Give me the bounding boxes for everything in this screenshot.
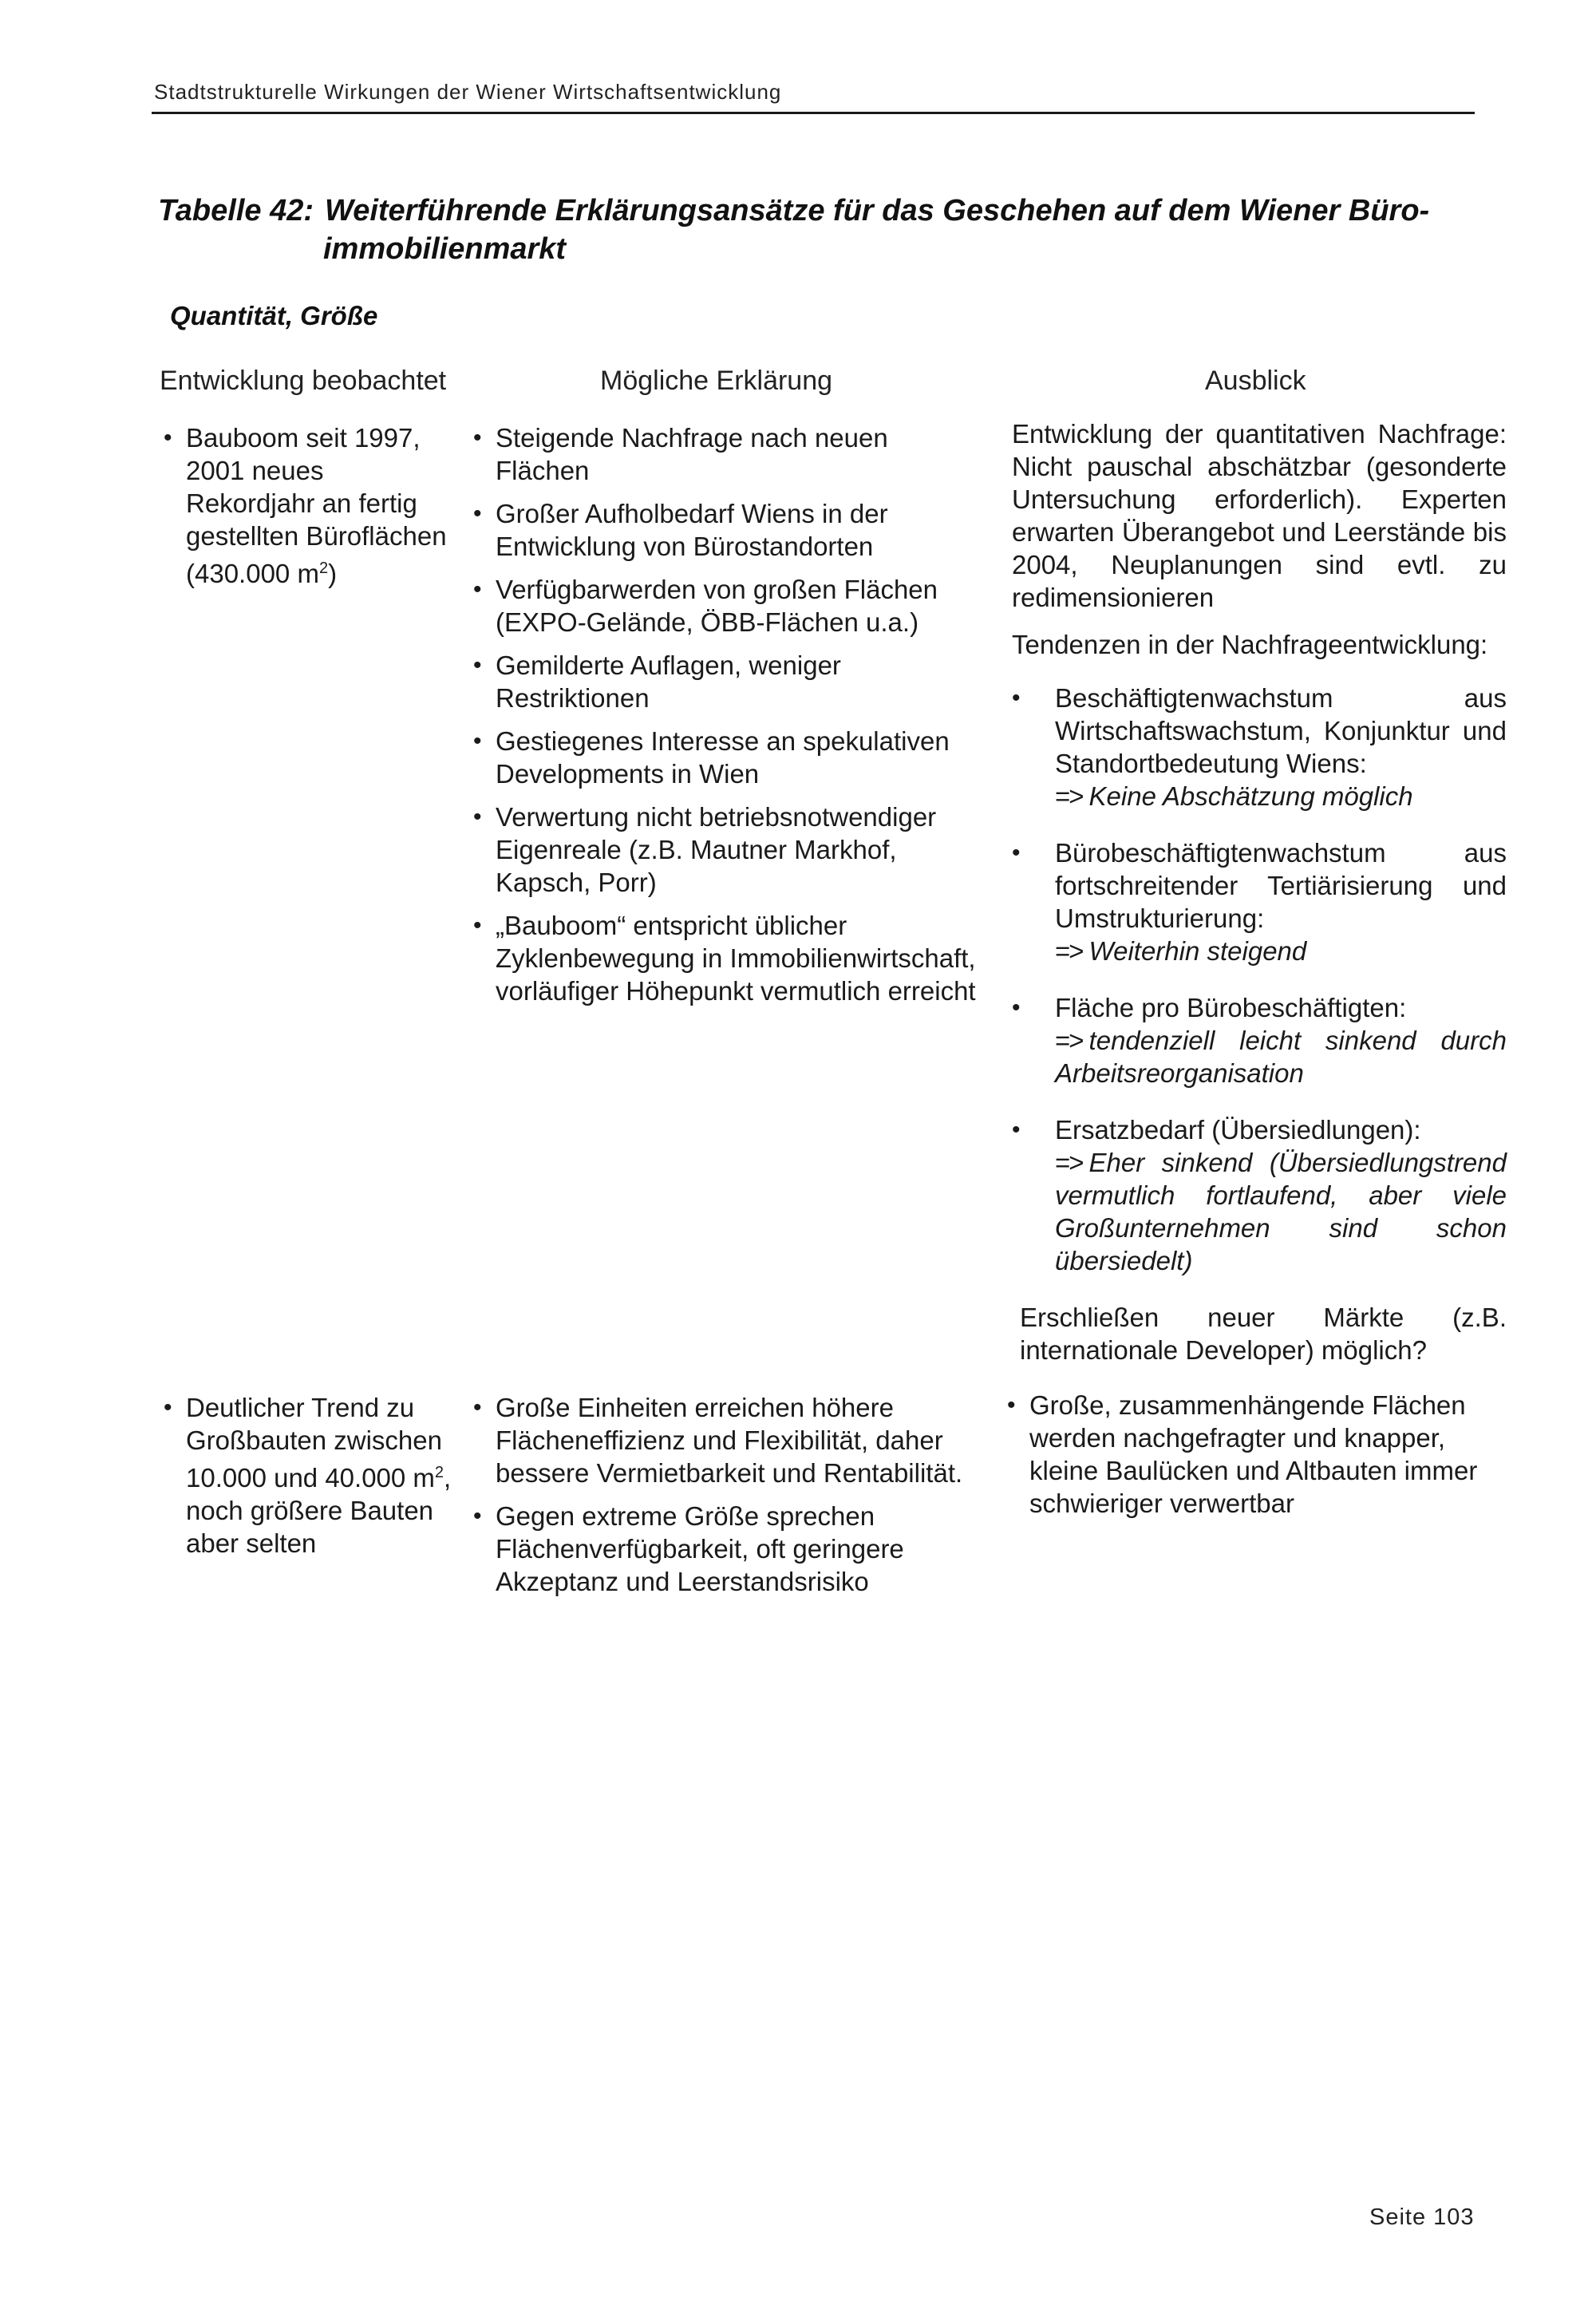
- outlook-trend-item: • Ersatzbedarf (Übersiedlungen): => Eher sinkend (Übersiedlungstrend vermutlich fortlaufend, aber viele Großunternehmen sind schon übersiedelt): [1012, 1113, 1507, 1277]
- outlook-item: • Große, zusammenhängende Flächen werden nachgefragter und knapper, kleine Baulücken und Altbauten immer schwieriger verwertbar: [1007, 1389, 1486, 1520]
- column-header-outlook: Ausblick: [1205, 366, 1306, 396]
- table-title: [158, 192, 1475, 268]
- outlook-trend-item: • Bürobeschäftigtenwachstum aus fortschreitender Tertiärisierung und Umstrukturierung: => Weiterhin steigend: [1012, 836, 1507, 967]
- explanation-item: • Steigende Nachfrage nach neuen Flächen: [473, 421, 988, 487]
- outlook-intro: Entwicklung der quantitativen Nachfrage: Nicht pauschal abschätzbar (gesonderte Untersuchung erforderlich). Experten erwarten Überangebot und Leerstände bis 2004, Neuplanungen sind evtl. zu redimensionieren: [1012, 419, 1507, 612]
- outlook-trend-item: • Beschäftigtenwachstum aus Wirtschaftswachstum, Konjunktur und Standortbedeutung Wiens: => Keine Abschätzung möglich: [1012, 682, 1507, 813]
- column-header-observed: Entwicklung beobachtet: [160, 366, 447, 396]
- explanation-item: • Gemilderte Auflagen, weniger Restriktionen: [473, 649, 988, 714]
- explanation-item: • Verfügbarwerden von großen Flächen (EXPO-Gelände, ÖBB-Flächen u.a.): [473, 573, 988, 639]
- column-header-explanation: Mögliche Erklärung: [600, 366, 833, 396]
- table-label: Tabelle 42:: [158, 194, 314, 227]
- row1-observed: [164, 421, 455, 600]
- outlook-closing: Erschließen neuer Märkte (z.B. internationale Developer) möglich?: [1020, 1303, 1507, 1365]
- page-number: Seite 103: [1369, 2204, 1475, 2230]
- explanation-item: • Große Einheiten erreichen höhere Flächeneffizienz und Flexibilität, daher bessere Vermietbarkeit und Rentabilität.: [473, 1391, 988, 1489]
- header-rule: [152, 112, 1475, 114]
- section-heading: Quantität, Größe: [170, 301, 378, 330]
- row1-outlook: [1012, 417, 1507, 1381]
- outlook-trend-item: • Fläche pro Bürobeschäftigten: => tendenziell leicht sinkend durch Arbeitsreorganisation: [1012, 991, 1507, 1089]
- explanation-item: • Verwertung nicht betriebsnotwendiger Eigenreale (z.B. Mautner Markhof, Kapsch, Porr): [473, 801, 988, 899]
- table-title-line1: Weiterführende Erklärungsansätze für das Geschehen auf dem Wiener Büro-: [325, 194, 1430, 227]
- row1-explanations: [473, 421, 988, 1018]
- row2-explanations: [473, 1391, 988, 1608]
- row2-outlook: [1007, 1389, 1486, 1530]
- explanation-item: • Gegen extreme Größe sprechen Flächenverfügbarkeit, oft geringere Akzeptanz und Leerstandsrisiko: [473, 1500, 988, 1598]
- row2-observed: [164, 1391, 455, 1570]
- explanation-item: • Großer Aufholbedarf Wiens in der Entwicklung von Bürostandorten: [473, 497, 988, 563]
- observed-item: • Bauboom seit 1997, 2001 neues Rekordjahr an fertig gestellten Büroflächen (430.000 $m^2$): [164, 421, 455, 590]
- explanation-item: • Gestiegenes Interesse an spekulativen Developments in Wien: [473, 725, 988, 790]
- running-head: Stadtstrukturelle Wirkungen der Wiener Wirtschaftsentwicklung: [154, 80, 782, 104]
- outlook-trends-intro: Tendenzen in der Nachfrageentwicklung:: [1012, 630, 1488, 659]
- table-title-line2: immobilienmarkt: [323, 232, 567, 266]
- explanation-item: • „Bauboom“ entspricht üblicher Zyklenbewegung in Immobilienwirtschaft, vorläufiger Höhepunkt vermutlich erreicht: [473, 909, 988, 1007]
- observed-item: • Deutlicher Trend zu Großbauten zwischen 10.000 und 40.000 $m^2$, noch größere Bauten aber selten: [164, 1391, 455, 1560]
